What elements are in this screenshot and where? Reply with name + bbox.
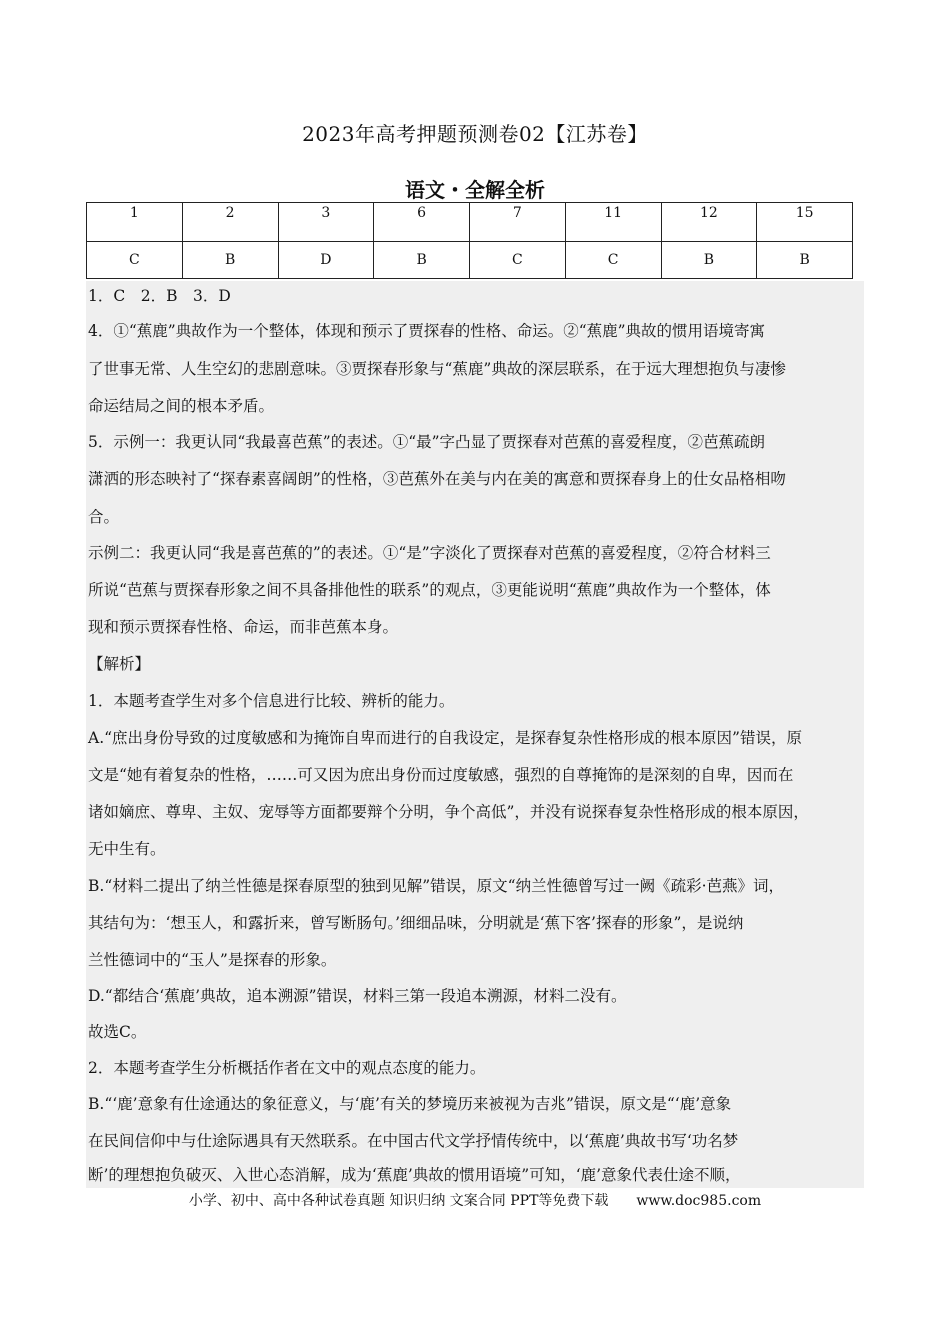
- text-line: D.“都结合‘蕉鹿’典故，追本溯源”错误，材料三第一段追本溯源，材料二没有。: [88, 987, 627, 1005]
- text-line: B.“材料二提出了纳兰性德是探春原型的独到见解”错误，原文“纳兰性德曾写过一阙《疏彩·芭燕》词，: [88, 877, 785, 895]
- question-number-cell: 11: [565, 203, 661, 242]
- text-line: 4．①“蕉鹿”典故作为一个整体，体现和预示了贾探春的性格、命运。②“蕉鹿”典故的惯用语境寄寓: [88, 322, 766, 340]
- text-line: 示例二：我更认同“我是喜芭蕉的”的表述。①“是”字淡化了贾探春对芭蕉的喜爱程度，②符合材料三: [88, 544, 771, 562]
- question-number-cell: 6: [374, 203, 470, 242]
- page-subtitle: 语文・全解全析: [405, 178, 545, 202]
- answer-cell: C: [470, 242, 566, 279]
- question-number-cell: 2: [182, 203, 278, 242]
- question-number-cell: 3: [278, 203, 374, 242]
- text-line: 文是“她有着复杂的性格，……可又因为庶出身份而过度敏感，强烈的自尊掩饰的是深刻的自卑，因而在: [88, 766, 794, 784]
- text-line: 合。: [88, 508, 120, 526]
- text-line: 诸如嫡庶、尊卑、主奴、宠辱等方面都要辩个分明，争个高低”，并没有说探春复杂性格形成的根本原因，: [88, 803, 809, 821]
- text-line: 潇洒的形态映衬了“探春素喜阔朗”的性格，③芭蕉外在美与内在美的寓意和贾探春身上的仕女品格相吻: [88, 470, 786, 488]
- text-line: 其结句为：‘想玉人，和露折来，曾写断肠句。’细细品味，分明就是‘蕉下客’探春的形象”，是说纳: [88, 914, 744, 932]
- page-title: 2023年高考押题预测卷02【江苏卷】: [302, 122, 648, 146]
- answer-explanation-body: [86, 281, 864, 1188]
- question-number-cell: 15: [757, 203, 853, 242]
- question-number-cell: 1: [87, 203, 183, 242]
- answer-cell: C: [565, 242, 661, 279]
- footer-url: www.doc985.com: [636, 1193, 762, 1209]
- answer-cell: D: [278, 242, 374, 279]
- text-line: 所说“芭蕉与贾探春形象之间不具备排他性的联系”的观点，③更能说明“蕉鹿”典故作为一个整体，体: [88, 581, 771, 599]
- text-line: 【解析】: [88, 655, 151, 673]
- answer-table-number-row: [87, 203, 853, 242]
- text-line: 了世事无常、人生空幻的悲剧意味。③贾探春形象与“蕉鹿”典故的深层联系，在于远大理想抱负与凄惨: [88, 360, 786, 378]
- text-line: 断’的理想抱负破灭、入世心态消解，成为‘蕉鹿’典故的惯用语境”可知，‘鹿’意象代表仕途不顺，: [88, 1166, 741, 1184]
- text-line: 5．示例一：我更认同“我最喜芭蕉”的表述。①“最”字凸显了贾探春对芭蕉的喜爱程度，②芭蕉疏朗: [88, 433, 766, 451]
- text-line: 兰性德词中的“玉人”是探春的形象。: [88, 951, 337, 969]
- text-line: 无中生有。: [88, 840, 166, 858]
- answer-cell: C: [87, 242, 183, 279]
- text-line: 2．本题考查学生分析概括作者在文中的观点态度的能力。: [88, 1059, 486, 1077]
- text-line: A.“庶出身份导致的过度敏感和为掩饰自卑而进行的自我设定，是探春复杂性格形成的根本原因”错误，原: [88, 729, 802, 747]
- text-line: 1．本题考查学生对多个信息进行比较、辨析的能力。: [88, 692, 455, 710]
- footer-text: 小学、初中、高中各种试卷真题 知识归纳 文案合同 PPT等免费下载: [188, 1193, 609, 1209]
- question-number-cell: 7: [470, 203, 566, 242]
- text-line: 1．C 2．B 3．D: [88, 287, 231, 305]
- text-line: 在民间信仰中与仕途际遇具有天然联系。在中国古代文学抒情传统中，以‘蕉鹿’典故书写‘功名梦: [88, 1132, 739, 1150]
- text-line: 命运结局之间的根本矛盾。: [88, 397, 275, 415]
- answer-cell: B: [661, 242, 757, 279]
- text-line: 故选C。: [88, 1023, 147, 1041]
- text-line: B.“‘鹿’意象有仕途通达的象征意义，与‘鹿’有关的梦境历来被视为吉兆”错误，原文是“‘鹿’意象: [88, 1095, 732, 1113]
- page-footer: [0, 1190, 950, 1210]
- answer-cell: B: [182, 242, 278, 279]
- question-number-cell: 12: [661, 203, 757, 242]
- answer-cell: B: [757, 242, 853, 279]
- text-line: 现和预示贾探春性格、命运，而非芭蕉本身。: [88, 618, 399, 636]
- answer-table-answer-row: [87, 242, 853, 279]
- answer-table: [86, 202, 853, 279]
- answer-cell: B: [374, 242, 470, 279]
